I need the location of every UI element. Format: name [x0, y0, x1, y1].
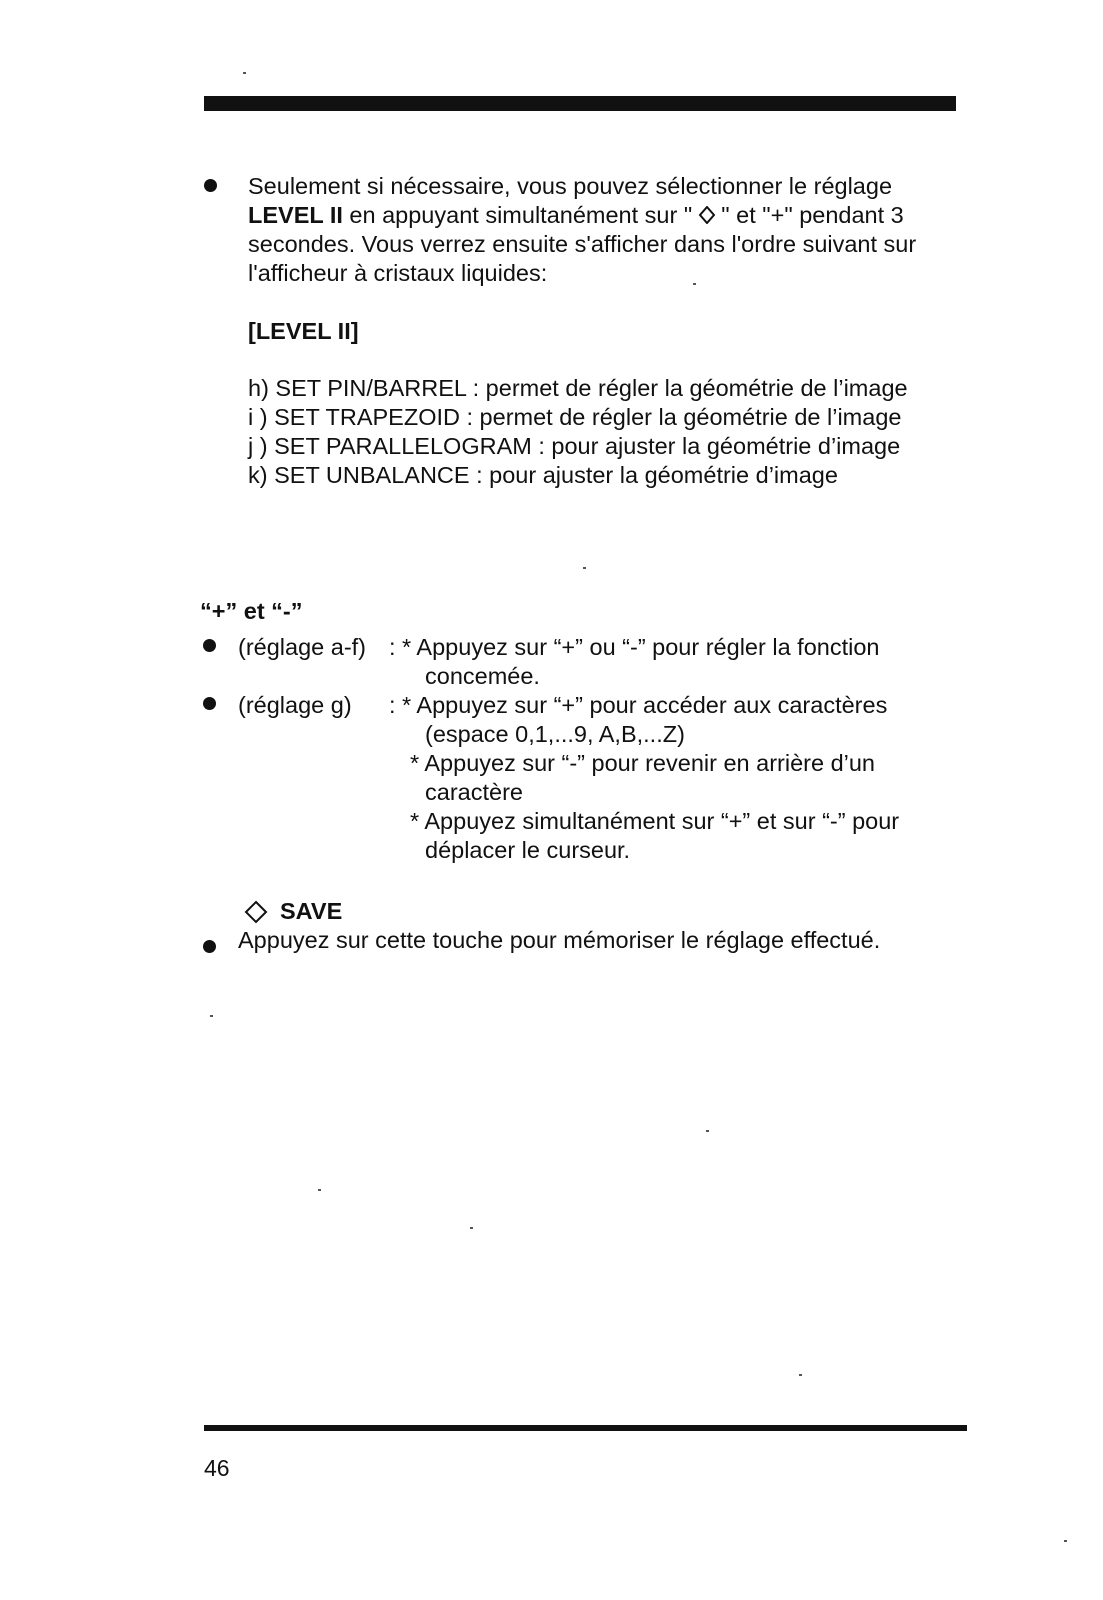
intro-line-3: secondes. Vous verrez ensuite s'afficher dans l'ordre suivant sur [248, 231, 917, 257]
plus-minus-heading: “+” et “-” [200, 598, 303, 624]
diamond-icon [699, 202, 715, 231]
reglage-a-f-line-1: : * Appuyez sur “+” ou “-” pour régler la fonction [389, 634, 880, 660]
reglage-g-line-5: * Appuyez simultanément sur “+” et sur “-” pour [410, 808, 900, 834]
intro-line-2-end: " et "+" pendant 3 [714, 202, 904, 228]
scan-speck [693, 283, 696, 285]
scan-speck [799, 1374, 802, 1376]
page-number: 46 [204, 1455, 230, 1481]
list-item: j ) SET PARALLELOGRAM : pour ajuster la géométrie d’image [248, 433, 901, 459]
level-ii-label: LEVEL II [248, 202, 343, 228]
reglage-a-f-label: (réglage a-f) [238, 634, 366, 660]
save-description: Appuyez sur cette touche pour mémoriser le réglage effectué. [238, 927, 881, 953]
reglage-g-line-4: caractère [425, 779, 523, 805]
scan-speck [243, 72, 246, 74]
reglage-g-line-3: * Appuyez sur “-” pour revenir en arrière d’un [410, 750, 875, 776]
reglage-g-line-6: déplacer le curseur. [425, 837, 631, 863]
scan-speck [706, 1130, 709, 1132]
list-item: h) SET PIN/BARREL : permet de régler la géométrie de l’image [248, 375, 908, 401]
list-item: i ) SET TRAPEZOID : permet de régler la géométrie de l’image [248, 404, 902, 430]
level-ii-heading: [LEVEL II] [248, 318, 359, 344]
diamond-icon [244, 900, 268, 929]
bullet-icon [203, 639, 216, 652]
intro-line-2-mid: en appuyant simultanément sur " [342, 202, 699, 228]
reglage-g-line-2: (espace 0,1,...9, A,B,...Z) [425, 721, 685, 747]
reglage-a-f-line-2: concemée. [425, 663, 540, 689]
intro-line-1: Seulement si nécessaire, vous pouvez sélectionner le réglage [248, 173, 893, 199]
list-item: k) SET UNBALANCE : pour ajuster la géométrie d’image [248, 462, 838, 488]
top-rule [204, 96, 956, 111]
reglage-g-line-1: : * Appuyez sur “+” pour accéder aux caractères [389, 692, 888, 718]
scan-speck [1064, 1540, 1067, 1542]
bullet-icon [203, 697, 216, 710]
scan-speck [210, 1015, 213, 1017]
scan-speck [318, 1189, 321, 1191]
bottom-rule [204, 1425, 967, 1431]
bullet-icon [204, 179, 217, 192]
reglage-g-label: (réglage g) [238, 692, 352, 718]
intro-line-2 [248, 201, 904, 231]
scan-speck [583, 567, 586, 569]
scan-speck [470, 1227, 473, 1229]
save-heading: SAVE [280, 898, 343, 924]
bullet-icon [203, 940, 216, 953]
intro-line-4: l'afficheur à cristaux liquides: [248, 260, 548, 286]
